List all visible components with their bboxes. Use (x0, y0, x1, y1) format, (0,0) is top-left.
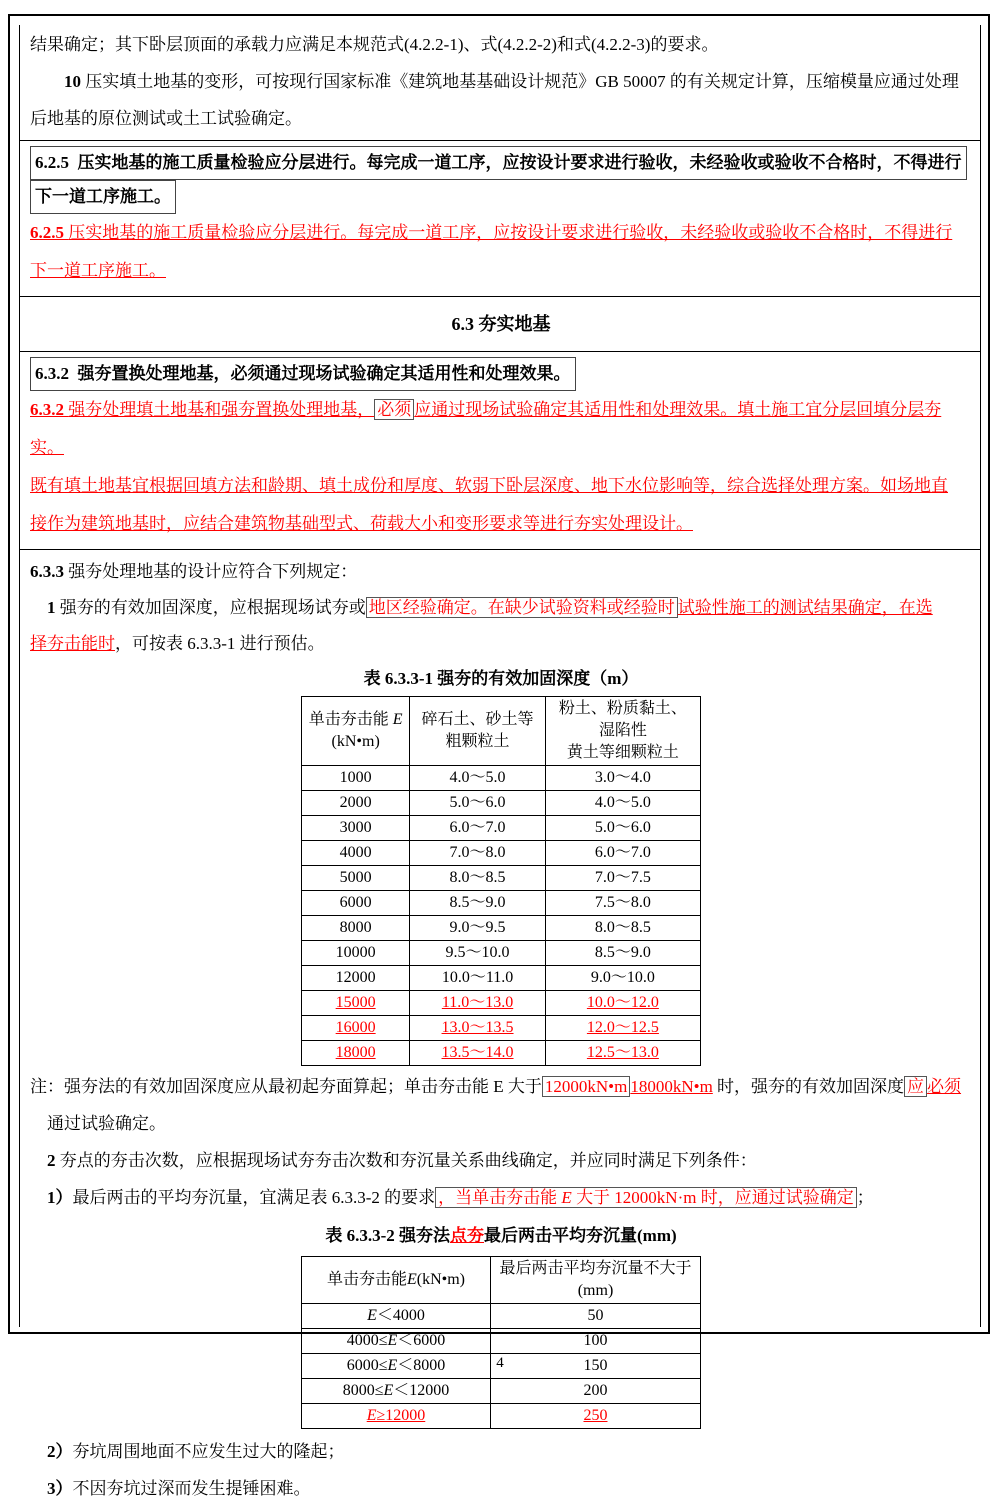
note-part1: 注：强夯法的有效加固深度应从最初起夯面算起；单击夯击能 E 大于 (30, 1077, 542, 1096)
sub-2-text: 夯坑周围地面不应发生过大的隆起； (72, 1442, 345, 1461)
cell-coarse: 9.5～10.0 (410, 941, 546, 966)
cell-energy-range: E≥12000 (302, 1404, 491, 1429)
table-row (302, 916, 701, 941)
clause-633-number: 6.3.3 (30, 562, 64, 581)
cell-coarse: 13.0～13.5 (410, 1016, 546, 1041)
clause-625-revised-line1 (30, 214, 972, 252)
table-row (302, 791, 701, 816)
cell-coarse: 11.0～13.0 (410, 991, 546, 1016)
cell-energy: 10000 (302, 941, 410, 966)
clause-632-revised-line2 (30, 467, 972, 505)
cell-fine: 5.0～6.0 (545, 816, 700, 841)
sub-1-added-text: ，当单击夯击能 E 大于 12000kN·m 时，应通过试验确定 (435, 1187, 857, 1208)
clause-625-original-number: 6.2.5 (35, 153, 69, 172)
cell-coarse: 7.0～8.0 (410, 841, 546, 866)
sub-1-tail: ； (856, 1188, 874, 1207)
cell-settlement-value: 100 (490, 1329, 700, 1354)
cell-fine: 4.0～5.0 (545, 791, 700, 816)
cell-settlement-value: 250 (490, 1404, 700, 1429)
table-row (302, 991, 701, 1016)
item-10-number: 10 (64, 72, 81, 91)
clause-633-lead-text: 强夯处理地基的设计应符合下列规定： (68, 562, 358, 581)
clause-632-original-line (30, 357, 972, 391)
table-row (302, 1016, 701, 1041)
cell-energy: 4000 (302, 841, 410, 866)
cell-coarse: 8.5～9.0 (410, 891, 546, 916)
cell-fine: 8.5～9.0 (545, 941, 700, 966)
cell-energy: 1000 (302, 766, 410, 791)
clause-633-sub2 (30, 1433, 972, 1470)
sub-2-number: 2） (47, 1442, 73, 1461)
clause-632-struck-word: 必须 (374, 399, 414, 420)
block-section-header-63 (20, 297, 980, 352)
item-10-text: 压实填土地基的变形，可按现行国家标准《建筑地基基础设计规范》GB 50007 的有关规定计算，压缩模量应通过处理后地基的原位测试或土工试验确定。 (30, 72, 959, 128)
note-633-1-line1 (30, 1068, 972, 1105)
cell-coarse: 6.0～7.0 (410, 816, 546, 841)
table-row (302, 1304, 701, 1329)
clause-625-revised-text2: 下一道工序施工。 (30, 261, 166, 280)
clause-625-original-box1 (30, 146, 967, 180)
note-struck-word: 应 (904, 1076, 927, 1097)
cell-energy: 12000 (302, 966, 410, 991)
table-row-header (302, 697, 701, 766)
clause-633-sub1 (30, 1179, 972, 1216)
clause-632-revised-line1 (30, 391, 972, 467)
cell-settlement-value: 150 (490, 1354, 700, 1379)
header-coarse-line2: 粗颗粒土 (445, 733, 510, 750)
header-coarse-line1: 碎石土、砂土等 (421, 711, 534, 728)
clause-632-original-text: 强夯置换处理地基，必须通过现场试验确定其适用性和处理效果。 (77, 364, 571, 383)
clause-633-item2 (30, 1142, 972, 1179)
item-1-number: 1 (47, 598, 56, 617)
clause-625-original-text1: 压实地基的施工质量检验应分层进行。每完成一道工序，应按设计要求进行验收，未经验收或验收不合格时，不得进行 (77, 153, 962, 172)
table-633-1-header-coarse (410, 697, 546, 766)
clause-632-revised-line3 (30, 505, 972, 543)
table-row-header (302, 1257, 701, 1304)
item-1-part1: 强夯的有效加固深度，应根据现场试夯或 (59, 598, 366, 617)
table-row (302, 816, 701, 841)
cell-fine: 10.0～12.0 (545, 991, 700, 1016)
table-row (302, 841, 701, 866)
cell-energy-range: 4000≤E＜6000 (302, 1329, 491, 1354)
item-1-added-tail: 择夯击能时 (30, 634, 115, 653)
clause-632-revised-text2: 既有填土地基宜根据回填方法和龄期、填土成份和厚度、软弱下卧层深度、地下水位影响等，综合选择处理方案。如场地直 (30, 476, 948, 495)
header-energy-line2: (kN•m) (331, 733, 380, 750)
clause-625-revised-text1: 压实地基的施工质量检验应分层进行。每完成一道工序，应按设计要求进行验收，未经验收或验收不合格时，不得进行 (68, 223, 953, 242)
sub-1-text: 最后两击的平均夯沉量，宜满足表 6.3.3-2 的要求 (72, 1188, 436, 1207)
cell-coarse: 9.0～9.5 (410, 916, 546, 941)
cell-fine: 9.0～10.0 (545, 966, 700, 991)
cell-fine: 6.0～7.0 (545, 841, 700, 866)
cell-energy: 18000 (302, 1041, 410, 1066)
clause-633-lead-line (30, 553, 972, 590)
note-new-word: 必须 (927, 1077, 962, 1096)
cell-energy: 2000 (302, 791, 410, 816)
cell-energy: 3000 (302, 816, 410, 841)
clause-625-revised-line2 (30, 252, 972, 290)
cell-settlement-value: 200 (490, 1379, 700, 1404)
cell-energy-range: E＜4000 (302, 1304, 491, 1329)
block-clause-632 (20, 352, 980, 550)
table-633-1-body (302, 766, 701, 1066)
item-2-text: 夯点的夯击次数，应根据现场试夯夯击次数和夯沉量关系曲线确定，并应同时满足下列条件： (59, 1151, 757, 1170)
table-row (302, 1041, 701, 1066)
caption-post: 最后两击平均夯沉量(mm) (484, 1226, 677, 1245)
table-row (302, 766, 701, 791)
header-settlement-line2: (mm) (577, 1282, 614, 1299)
cell-energy-range: 8000≤E＜12000 (302, 1379, 491, 1404)
table-633-1-caption: 表 6.3.3-1 强夯的有效加固深度（m） (363, 669, 639, 688)
sub-3-number: 3） (47, 1479, 73, 1498)
table-633-2-caption (30, 1216, 972, 1256)
cell-energy: 8000 (302, 916, 410, 941)
clause-625-revised-number: 6.2.5 (30, 223, 64, 242)
table-row (302, 866, 701, 891)
clause-633-sub3 (30, 1470, 972, 1507)
cell-fine: 3.0～4.0 (545, 766, 700, 791)
clause-633-item1-line2 (30, 626, 972, 662)
table-633-2-header-energy: 单击夯击能E(kN•m) (302, 1257, 491, 1304)
clause-632-revised-part1: 强夯处理填土地基和强夯置换处理地基， (68, 400, 375, 419)
table-row (302, 966, 701, 991)
cell-coarse: 5.0～6.0 (410, 791, 546, 816)
table-row (302, 1404, 701, 1429)
item-1-line2-rest: ，可按表 6.3.3-1 进行预估。 (115, 634, 325, 653)
paragraph-result-line: 结果确定；其下卧层顶面的承载力应满足本规范式(4.2.2-1)、式(4.2.2-2)和式(4.2.2-3)的要求。 (30, 35, 719, 54)
item-2-number: 2 (47, 1151, 56, 1170)
cell-settlement-value: 50 (490, 1304, 700, 1329)
table-633-2-header-settlement (490, 1257, 700, 1304)
clause-633-item1-line1 (30, 590, 972, 626)
table-row (302, 1329, 701, 1354)
table-633-1 (301, 696, 701, 1066)
note-struck-value: 12000kN•m (542, 1076, 630, 1097)
clause-632-original-box (30, 357, 576, 391)
sub-3-text: 不因夯坑过深而发生提锤困难。 (72, 1479, 311, 1498)
table-633-2 (301, 1256, 701, 1429)
header-settlement-line1: 最后两击平均夯沉量不大于 (499, 1260, 692, 1277)
cell-energy-range: 6000≤E＜8000 (302, 1354, 491, 1379)
caption-red-word: 点夯 (450, 1226, 484, 1245)
note-part2: 时，强夯的有效加固深度 (717, 1077, 905, 1096)
table-row (302, 941, 701, 966)
table-633-1-header-fine (545, 697, 700, 766)
section-header-title: 6.3 夯实地基 (451, 314, 551, 334)
header-energy-line1: 单击夯击能 E (308, 711, 403, 728)
sub-1-number: 1） (47, 1188, 73, 1207)
table-row (302, 1379, 701, 1404)
clause-625-original-line1 (30, 146, 972, 180)
item-1-part2: 试验性施工的测试结果确定，在选 (677, 598, 933, 617)
block-top-paragraph (20, 25, 980, 141)
item-1-struck-text: 地区经验确定。在缺少试验资料或经验时 (366, 597, 678, 618)
cell-energy: 16000 (302, 1016, 410, 1041)
table-633-1-header-energy (302, 697, 410, 766)
note-633-1-line2: 通过试验确定。 (47, 1114, 166, 1133)
note-new-value: 18000kN•m (630, 1077, 713, 1096)
paragraph-item-10 (30, 63, 972, 137)
cell-energy: 5000 (302, 866, 410, 891)
clause-632-original-number: 6.3.2 (35, 364, 69, 383)
cell-energy: 15000 (302, 991, 410, 1016)
cell-coarse: 8.0～8.5 (410, 866, 546, 891)
clause-632-revised-number: 6.3.2 (30, 400, 64, 419)
clause-632-revised-part2: 应通过现场试验确定其适用性和处理效果。填土施工宜分层回填分层夯实。 (30, 400, 942, 457)
table-row (302, 891, 701, 916)
cell-energy: 6000 (302, 891, 410, 916)
page-number: 4 (496, 1355, 504, 1371)
clause-632-revised-text3: 接作为建筑地基时，应结合建筑物基础型式、荷载大小和变形要求等进行夯实处理设计。 (30, 514, 693, 533)
cell-fine: 12.5～13.0 (545, 1041, 700, 1066)
cell-coarse: 10.0～11.0 (410, 966, 546, 991)
cell-coarse: 4.0～5.0 (410, 766, 546, 791)
page-frame (8, 14, 990, 1498)
caption-pre: 表 6.3.3-2 强夯法 (325, 1226, 450, 1245)
block-clause-625 (20, 141, 980, 297)
clause-625-original-box2: 下一道工序施工。 (30, 180, 176, 214)
cell-fine: 12.0～12.5 (545, 1016, 700, 1041)
header-fine-line2: 黄土等细颗粒土 (566, 744, 679, 761)
cell-fine: 7.5～8.0 (545, 891, 700, 916)
cell-coarse: 13.5～14.0 (410, 1041, 546, 1066)
cell-fine: 7.0～7.5 (545, 866, 700, 891)
clause-625-original-line2 (30, 180, 972, 214)
cell-fine: 8.0～8.5 (545, 916, 700, 941)
page-inner-frame (19, 25, 981, 1498)
header-fine-line1: 粉土、粉质黏土、湿陷性 (558, 700, 687, 739)
